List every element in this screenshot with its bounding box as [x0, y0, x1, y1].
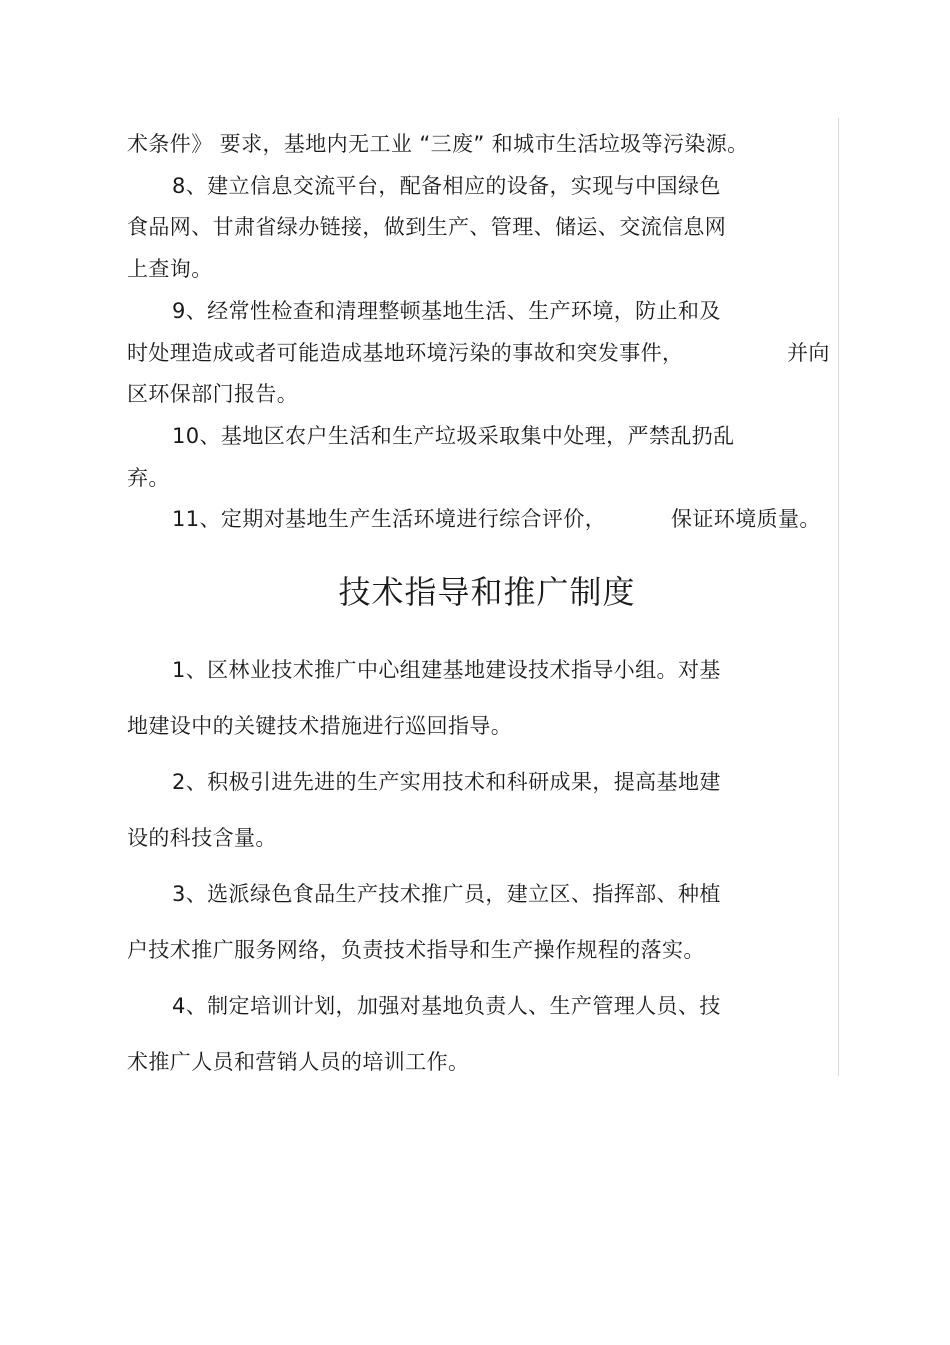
tech-item-3-line-2: 户技术推广服务网络，负责技术指导和生产操作规程的落实。	[127, 938, 705, 962]
tech-item-1-line-1: 1、区林业技术推广中心组建基地建设技术指导小组。对基	[172, 658, 721, 682]
item-10-line-2: 弃。	[127, 466, 170, 490]
item-9-line-1: 9、经常性检查和清理整顿基地生活、生产环境，防止和及	[172, 299, 721, 323]
tech-item-4-line-2: 术推广人员和营销人员的培训工作。	[127, 1050, 470, 1074]
section-title: 技术指导和推广制度	[338, 573, 636, 611]
tech-item-1-line-2: 地建设中的关键技术措施进行巡回指导。	[127, 714, 513, 738]
item-9-line-2b: 并向	[787, 341, 830, 365]
item-8-line-3: 上查询。	[127, 257, 213, 281]
item-9-line-2a: 时处理造成或者可能造成基地环境污染的事故和突发事件，	[127, 341, 684, 365]
tech-item-2-line-1: 2、积极引进先进的生产实用技术和科研成果，提高基地建	[172, 770, 721, 794]
item-10-line-1: 10、基地区农户生活和生产垃圾采取集中处理，严禁乱扔乱	[172, 424, 735, 448]
tech-item-4-line-1: 4、制定培训计划，加强对基地负责人、生产管理人员、技	[172, 994, 721, 1018]
item-8-line-1: 8、建立信息交流平台，配备相应的设备，实现与中国绿色	[172, 174, 721, 198]
item-8-line-2: 食品网、甘肃省绿办链接，做到生产、管理、储运、交流信息网	[127, 215, 727, 239]
section1-line-continuation: 术条件》 要求，基地内无工业 “三废” 和城市生活垃圾等污染源。	[127, 132, 749, 156]
item-9-line-3: 区环保部门报告。	[127, 382, 299, 406]
tech-item-3-line-1: 3、选派绿色食品生产技术推广员，建立区、指挥部、种植	[172, 882, 721, 906]
item-11-line-1a: 11、定期对基地生产生活环境进行综合评价，	[172, 507, 607, 531]
item-11-line-1b: 保证环境质量。	[671, 507, 821, 531]
tech-item-2-line-2: 设的科技含量。	[127, 826, 277, 850]
